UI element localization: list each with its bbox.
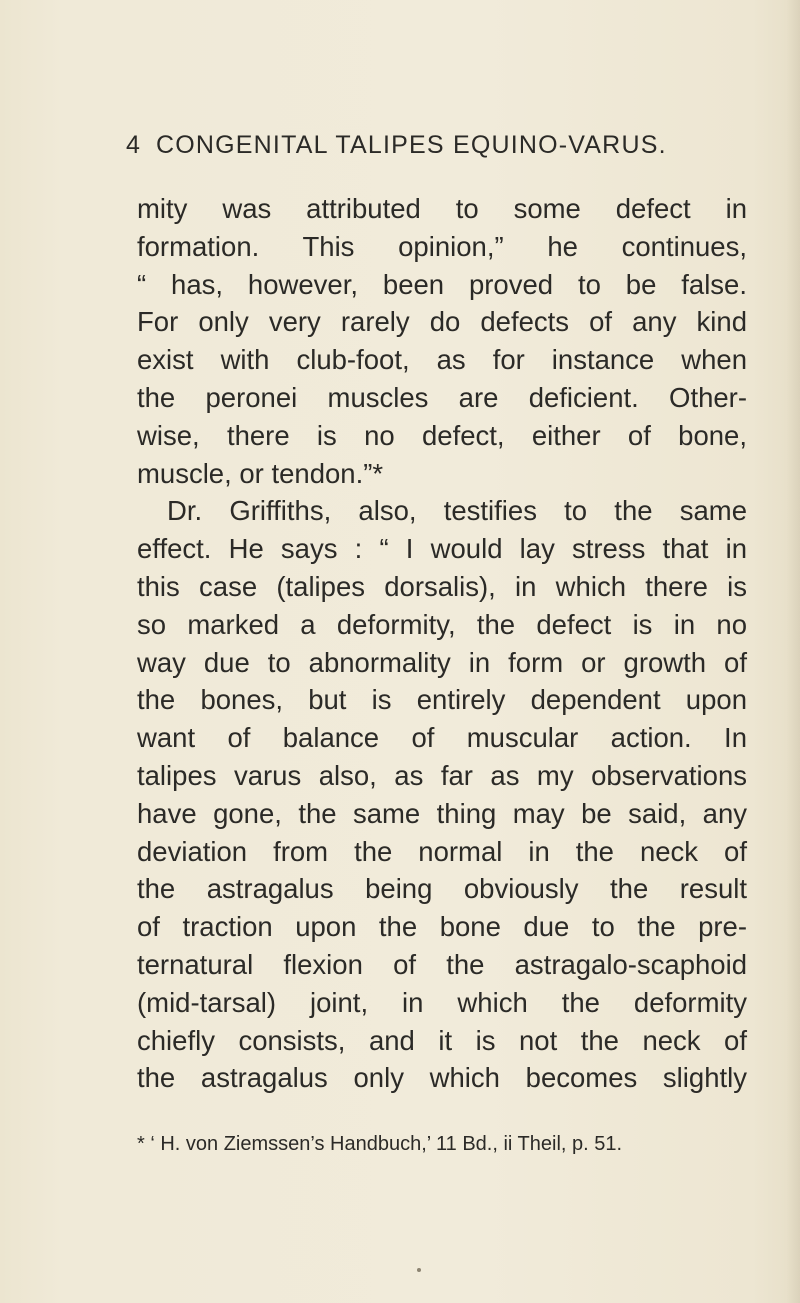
- text-line: ternatural flexion of the astragalo-scaphoid: [137, 948, 747, 980]
- text-line: want of balance of muscular action. In: [137, 722, 747, 754]
- text-line: mity was attributed to some defect in: [137, 193, 747, 224]
- text-line: “ has, however, been proved to be false.: [137, 268, 747, 300]
- footnote: * ‘ H. von Ziemssen’s Handbuch,’ 11 Bd., ii Theil, p. 51.: [137, 1133, 623, 1155]
- text-line: way due to abnormality in form or growth of: [137, 646, 747, 678]
- text-line: this case (talipes dorsalis), in which there is: [137, 570, 747, 602]
- text-line: the bones, but is entirely dependent upon: [137, 684, 747, 716]
- text-line: talipes varus also, as far as my observations: [137, 759, 747, 791]
- running-head: [126, 131, 726, 167]
- page-number: 4: [126, 131, 142, 159]
- text-line: For only very rarely do defects of any kind: [137, 306, 747, 338]
- text-line: so marked a deformity, the defect is in no: [137, 608, 747, 640]
- page-edge-shadow: [786, 0, 800, 1303]
- text-line: deviation from the normal in the neck of: [137, 835, 747, 867]
- text-line: the peronei muscles are deficient. Other-: [137, 381, 747, 413]
- text-line: chiefly consists, and it is not the neck of: [137, 1024, 747, 1056]
- text-line: wise, there is no defect, either of bone,: [137, 419, 747, 451]
- text-line: the astragalus being obviously the result: [137, 873, 747, 905]
- text-line: Dr. Griffiths, also, testifies to the same: [167, 495, 747, 527]
- running-head-title: CONGENITAL TALIPES EQUINO-VARUS.: [156, 131, 667, 159]
- text-line: formation. This opinion,” he continues,: [137, 230, 747, 262]
- text-line: effect. He says : “ I would lay stress that in: [137, 533, 747, 565]
- text-line: the astragalus only which becomes slightly: [137, 1062, 747, 1094]
- text-line: muscle, or tendon.”*: [137, 457, 384, 489]
- text-line: (mid-tarsal) joint, in which the deformity: [137, 986, 747, 1018]
- paper-speck: [417, 1268, 421, 1272]
- text-line: exist with club-foot, as for instance when: [137, 344, 747, 376]
- body-text: [137, 190, 747, 1097]
- text-line: of traction upon the bone due to the pre-: [137, 911, 747, 943]
- text-line: have gone, the same thing may be said, any: [137, 797, 747, 829]
